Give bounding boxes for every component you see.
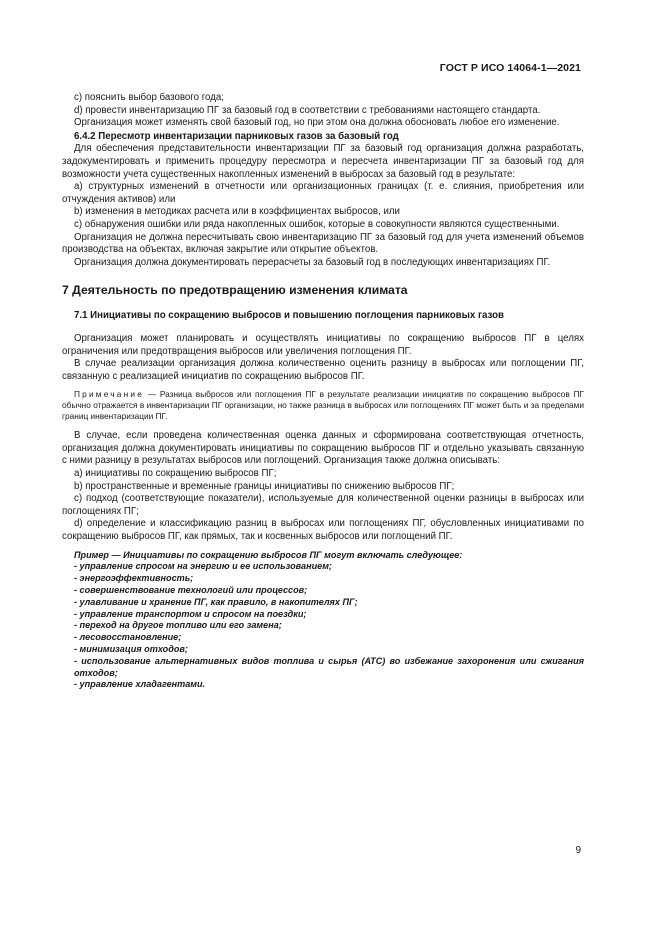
paragraph: В случае, если проведена количественная оценка данных и сформирована соответствующая отчетность, организация должна документировать инициативы по сокращению выбросов ПГ и отдельно указывать связанную с ними разницу в результатах выбросов или поглощений. Организация также должна описывать:	[62, 430, 584, 467]
list-item-d: d) провести инвентаризацию ПГ за базовый год в соответствии с требованиями настоящего стандарта.	[74, 104, 541, 116]
example-item: - энергоэффективность;	[74, 573, 194, 584]
list-item-d: d) определение и классификацию разниц в выбросах или поглощениях ПГ, обусловленных инициативами по сокращению выбросов ПГ, как прямых, так и косвенных выбросов или поглощений ПГ.	[62, 518, 584, 543]
example-item: - переход на другое топливо или его замена;	[74, 620, 282, 631]
list-item-c: c) пояснить выбор базового года;	[74, 92, 224, 103]
example-block	[62, 550, 584, 692]
note	[62, 389, 584, 422]
example-item: - использование альтернативных видов топлива и сырья (АТС) во избежание захоронения или сжигания отходов;	[74, 655, 584, 678]
note-text: — Разница выбросов или поглощения ПГ в результате реализации инициатив по сокращению выбросов ПГ обычно отражается в инвентаризации ПГ организации, но также разница в выбросах или поглощениях ПГ может быть и за пределами границ инвентаризации ПГ.	[62, 389, 584, 422]
paragraph: Организация может планировать и осуществлять инициативы по сокращению выбросов ПГ в целях ограничения или предотвращения выбросов или увеличения поглощения ПГ.	[62, 332, 584, 357]
example-item: - лесовосстановление;	[74, 632, 182, 643]
example-item: - совершенствование технологий или процессов;	[74, 585, 308, 596]
example-item: - управление транспортом и спросом на поездки;	[74, 608, 307, 619]
example-item: - управление спросом на энергию и ее использованием;	[74, 561, 332, 572]
paragraph: Организация должна документировать перерасчеты за базовый год в последующих инвентаризациях ПГ.	[74, 256, 551, 268]
subsection-heading-6-4-2: 6.4.2 Пересмотр инвентаризации парниковых газов за базовый год	[74, 130, 399, 142]
list-item-b: b) пространственные и временные границы инициативы по снижению выбросов ПГ;	[74, 480, 455, 492]
paragraph: Организация может изменять свой базовый год, но при этом она должна обосновать любое его изменение.	[74, 117, 560, 129]
page-number: 9	[575, 845, 581, 856]
example-title: Пример — Инициативы по сокращению выбросов ПГ могут включать следующее:	[74, 549, 463, 560]
list-item-a: a) структурных изменений в отчетности или организационных границах (т. е. слияния, приобретения или отчуждения активов) или	[62, 181, 584, 205]
paragraph: Организация не должна пересчитывать свою инвентаризацию ПГ за базовый год для учета изменений объемов производства на объектах, включая закрытие или открытие объектов.	[62, 231, 584, 256]
example-item: - улавливание и хранение ПГ, как правило, в накопителях ПГ;	[74, 596, 358, 607]
subsection-heading-7-1: 7.1 Инициативы по сокращению выбросов и повышению поглощения парниковых газов	[74, 310, 504, 322]
example-item: - управление хладагентами.	[74, 679, 206, 690]
section-heading-7: 7 Деятельность по предотвращению изменения климата	[62, 283, 408, 298]
list-item-a: a) инициативы по сокращению выбросов ПГ;	[74, 468, 277, 480]
page-content	[62, 92, 584, 691]
list-item-b: b) изменения в методиках расчета или в коэффициентах выбросов, или	[74, 206, 400, 218]
note-label: Примечание	[74, 389, 145, 400]
example-item: - минимизация отходов;	[74, 644, 188, 654]
list-item-c: c) обнаружения ошибки или ряда накопленных ошибок, которые в совокупности являются существенными.	[74, 218, 560, 230]
paragraph: В случае реализации организация должна количественно оценить разницу в выбросах или поглощении ПГ, связанную с реализацией инициатив по сокращению выбросов ПГ.	[62, 358, 584, 382]
list-item-c: c) подход (соответствующие показатели), используемые для количественной оценки разницы в выбросах или поглощениях ПГ;	[62, 493, 584, 517]
document-code: ГОСТ Р ИСО 14064-1—2021	[439, 62, 581, 74]
paragraph: Для обеспечения представительности инвентаризации ПГ за базовый год организация должна разработать, задокументировать и применить процедуру пересмотра и пересчета инвентаризации ПГ за базовый год для возможности учета существенных накопленных изменений в выбросах за базовый год в результате:	[62, 143, 584, 180]
